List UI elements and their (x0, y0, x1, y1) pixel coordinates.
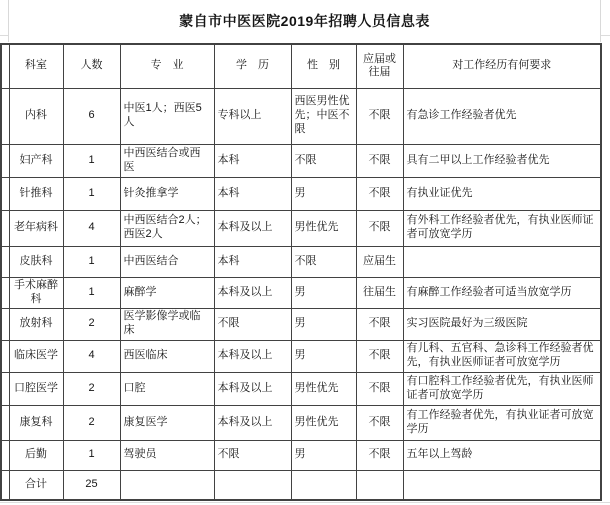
cell-education: 本科及以上 (214, 210, 291, 246)
cell-gender: 不限 (291, 144, 356, 177)
cell-graduate-type: 往届生 (356, 277, 403, 308)
cell-major: 针灸推拿学 (120, 177, 214, 210)
cell-department: 合计 (9, 470, 63, 500)
cell-major: 麻醉学 (120, 277, 214, 308)
cell-education: 本科及以上 (214, 277, 291, 308)
cell-count: 6 (63, 88, 120, 144)
cell-major (120, 470, 214, 500)
cell-education: 不限 (214, 308, 291, 340)
table-row (1, 210, 601, 246)
header-major: 专 业 (120, 44, 214, 88)
table-row (1, 144, 601, 177)
cell-count: 1 (63, 177, 120, 210)
cell-education: 本科及以上 (214, 372, 291, 405)
cell-gender: 男 (291, 308, 356, 340)
cell-count: 2 (63, 372, 120, 405)
cell-education: 本科 (214, 246, 291, 277)
cell-graduate-type: 不限 (356, 340, 403, 372)
table-row (1, 470, 601, 500)
cell-requirement: 有执业证优先 (403, 177, 601, 210)
cell-department: 放射科 (9, 308, 63, 340)
cell-department: 临床医学 (9, 340, 63, 372)
cell-requirement (403, 470, 601, 500)
cell-count: 1 (63, 144, 120, 177)
cell-education: 专科以上 (214, 88, 291, 144)
cell-gender: 男性优先 (291, 372, 356, 405)
header-department: 科室 (9, 44, 63, 88)
header-education: 学 历 (214, 44, 291, 88)
cell-gender (291, 470, 356, 500)
cell-graduate-type: 不限 (356, 308, 403, 340)
header-graduate-type: 应届或往届 (356, 44, 403, 88)
cell-gender: 男 (291, 440, 356, 470)
cell-major: 口腔 (120, 372, 214, 405)
cell-graduate-type: 应届生 (356, 246, 403, 277)
cell-education: 不限 (214, 440, 291, 470)
cell-spacer (1, 440, 9, 470)
cell-graduate-type: 不限 (356, 210, 403, 246)
cell-major: 驾驶员 (120, 440, 214, 470)
cell-spacer (1, 405, 9, 440)
table-row (1, 440, 601, 470)
cell-department: 康复科 (9, 405, 63, 440)
cell-spacer (1, 340, 9, 372)
table-row (1, 308, 601, 340)
table-row (1, 177, 601, 210)
table-body (1, 88, 601, 500)
cell-requirement: 五年以上驾龄 (403, 440, 601, 470)
cell-spacer (1, 470, 9, 500)
cell-requirement (403, 246, 601, 277)
margin-gridline-right (601, 35, 610, 36)
cell-requirement: 有外科工作经验者优先，有执业医师证者可放宽学历 (403, 210, 601, 246)
header-requirement: 对工作经历有何要求 (403, 44, 601, 88)
cell-education: 本科及以上 (214, 340, 291, 372)
header-row (1, 44, 601, 88)
cell-gender: 不限 (291, 246, 356, 277)
cell-major: 中西医结合 (120, 246, 214, 277)
cell-requirement: 有工作经验者优先，有执业证者可放宽学历 (403, 405, 601, 440)
cell-department: 手术麻醉科 (9, 277, 63, 308)
cell-graduate-type: 不限 (356, 88, 403, 144)
cell-graduate-type: 不限 (356, 372, 403, 405)
cell-count: 25 (63, 470, 120, 500)
cell-spacer (1, 144, 9, 177)
cell-department: 皮肤科 (9, 246, 63, 277)
cell-spacer (1, 308, 9, 340)
cell-gender: 男 (291, 277, 356, 308)
table-row (1, 277, 601, 308)
margin-gridline-left (0, 35, 8, 36)
cell-graduate-type: 不限 (356, 144, 403, 177)
cell-major: 医学影像学或临床 (120, 308, 214, 340)
cell-count: 4 (63, 340, 120, 372)
cell-gender: 男 (291, 177, 356, 210)
header-gender: 性 别 (291, 44, 356, 88)
cell-major: 西医临床 (120, 340, 214, 372)
table-row (1, 372, 601, 405)
cell-major: 康复医学 (120, 405, 214, 440)
cell-spacer (1, 246, 9, 277)
cell-count: 4 (63, 210, 120, 246)
cell-department: 针推科 (9, 177, 63, 210)
cell-major: 中西医结合或西医 (120, 144, 214, 177)
cell-graduate-type (356, 470, 403, 500)
cell-spacer (1, 372, 9, 405)
cell-count: 1 (63, 246, 120, 277)
cell-spacer (1, 177, 9, 210)
table-row (1, 340, 601, 372)
cell-count: 1 (63, 440, 120, 470)
cell-major: 中医1人；西医5人 (120, 88, 214, 144)
cell-education: 本科 (214, 177, 291, 210)
table-row (1, 246, 601, 277)
cell-education: 本科及以上 (214, 405, 291, 440)
cell-gender: 男性优先 (291, 405, 356, 440)
cell-spacer (1, 277, 9, 308)
cell-gender: 西医男性优先；中医不限 (291, 88, 356, 144)
cell-education (214, 470, 291, 500)
table-row (1, 88, 601, 144)
cell-requirement: 具有二甲以上工作经验者优先 (403, 144, 601, 177)
page-title: 蒙自市中医医院2019年招聘人员信息表 (8, 0, 601, 42)
cell-requirement: 实习医院最好为三级医院 (403, 308, 601, 340)
cell-department: 内科 (9, 88, 63, 144)
cell-education: 本科 (214, 144, 291, 177)
cell-requirement: 有儿科、五官科、急诊科工作经验者优先，有执业医师证者可放宽学历 (403, 340, 601, 372)
cell-gender: 男性优先 (291, 210, 356, 246)
cell-spacer (1, 88, 9, 144)
table-row (1, 405, 601, 440)
cell-department: 老年病科 (9, 210, 63, 246)
margin-gridline-bottom (0, 502, 610, 503)
cell-count: 1 (63, 277, 120, 308)
cell-department: 后勤 (9, 440, 63, 470)
cell-count: 2 (63, 308, 120, 340)
cell-spacer (1, 210, 9, 246)
recruitment-table (0, 43, 602, 501)
cell-requirement: 有急诊工作经验者优先 (403, 88, 601, 144)
cell-count: 2 (63, 405, 120, 440)
header-count: 人数 (63, 44, 120, 88)
cell-major: 中西医结合2人；西医2人 (120, 210, 214, 246)
cell-requirement: 有麻醉工作经验者可适当放宽学历 (403, 277, 601, 308)
cell-department: 妇产科 (9, 144, 63, 177)
cell-graduate-type: 不限 (356, 177, 403, 210)
cell-gender: 男 (291, 340, 356, 372)
cell-requirement: 有口腔科工作经验者优先，有执业医师证者可放宽学历 (403, 372, 601, 405)
cell-graduate-type: 不限 (356, 405, 403, 440)
cell-department: 口腔医学 (9, 372, 63, 405)
cell-graduate-type: 不限 (356, 440, 403, 470)
cell-spacer (1, 44, 9, 88)
